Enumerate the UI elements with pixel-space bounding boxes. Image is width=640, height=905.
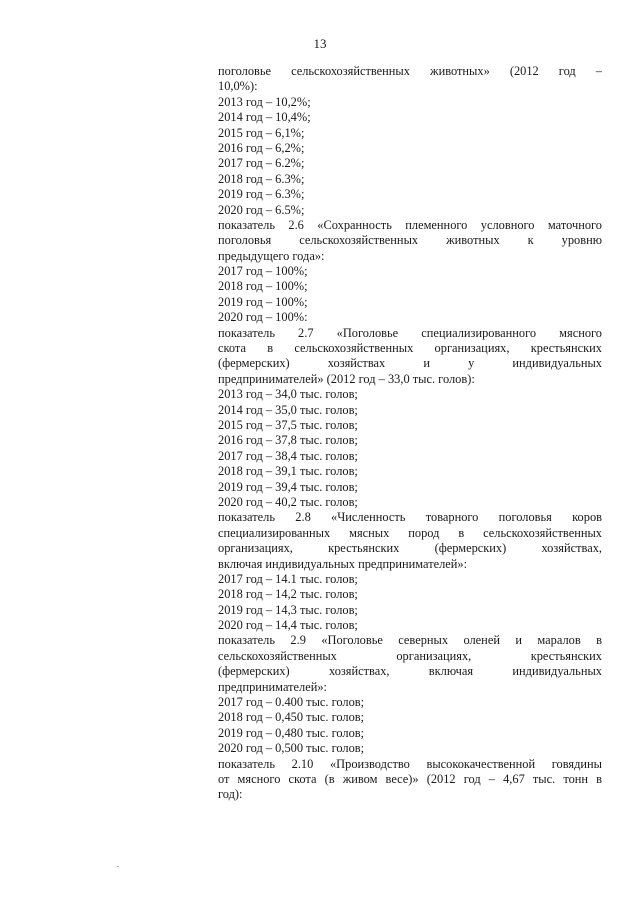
text-line: год): [218,787,243,802]
text-line: от мясного скота (в живом весе)» (2012 год – 4,67 тыс. тонн в [218,771,602,786]
text-line: 10,0%): [218,79,258,94]
text-line: 2018 год – 39,1 тыс. голов; [218,464,358,479]
text-line: 2019 год – 14,3 тыс. голов; [218,602,358,617]
text-line: предпринимателей»: [218,679,327,694]
text-line: организациях, крестьянских (фермерских) хозяйствах, [218,541,602,556]
text-line: 2017 год – 0.400 тыс. голов; [218,695,365,710]
text-line: 2018 год – 6.3%; [218,171,305,186]
text-line: 2019 год – 100%; [218,294,308,309]
text-line: предпринимателей» (2012 год – 33,0 тыс. голов): [218,371,475,386]
text-line: показатель 2.10 «Производство высококачественной говядины [218,756,602,771]
document-body [218,64,602,803]
text-line: 2014 год – 10,4%; [218,110,311,125]
text-line: 2020 год – 40,2 тыс. голов; [218,494,358,509]
text-line: 2017 год – 100%; [218,264,308,279]
text-line: 2019 год – 39,4 тыс. голов; [218,479,358,494]
text-line: 2013 год – 34,0 тыс. голов; [218,387,358,402]
text-line: предыдущего года»: [218,248,325,263]
text-line: 2019 год – 6.3%; [218,187,305,202]
text-line: 2018 год – 14,2 тыс. голов; [218,587,358,602]
text-line: включая индивидуальных предпринимателей»: [218,556,468,571]
text-line: сельскохозяйственных организациях, крестьянских [218,648,602,663]
text-line: 2019 год – 0,480 тыс. голов; [218,725,365,740]
text-line: 2015 год – 37,5 тыс. голов; [218,417,358,432]
text-line: 2017 год – 14.1 тыс. голов; [218,571,358,586]
text-line: 2016 год – 6,2%; [218,140,305,155]
text-line: 2020 год – 0,500 тыс. голов; [218,741,365,756]
text-line: 2020 год – 14,4 тыс. голов; [218,618,358,633]
text-line: 2020 год – 100%: [218,310,308,325]
text-line: специализированных мясных пород в сельскохозяйственных [218,525,602,540]
text-line: (фермерских) хозяйствах и у индивидуальных [218,356,602,371]
text-line: 2015 год – 6,1%; [218,125,305,140]
text-line: показатель 2.6 «Сохранность племенного условного маточного [218,217,602,232]
text-line: скота в сельскохозяйственных организациях, крестьянских [218,341,602,356]
text-line: показатель 2.8 «Численность товарного поголовья коров [218,510,602,525]
text-line: 2017 год – 38,4 тыс. голов; [218,448,358,463]
text-line: 2018 год – 0,450 тыс. голов; [218,710,365,725]
text-line: 2018 год – 100%; [218,279,308,294]
text-line: показатель 2.7 «Поголовье специализированного мясного [218,325,602,340]
text-line: 2020 год – 6.5%; [218,202,305,217]
text-line: поголовье сельскохозяйственных животных» (2012 год – [218,64,602,78]
text-line: 2014 год – 35,0 тыс. голов; [218,402,358,417]
page-number: 13 [313,36,327,51]
text-line: (фермерских) хозяйствах, включая индивидуальных [218,664,602,679]
text-line: показатель 2.9 «Поголовье северных оленей и маралов в [218,633,602,648]
text-line: 2013 год – 10,2%; [218,94,311,109]
text-line: 2017 год – 6.2%; [218,156,305,171]
text-line: поголовья сельскохозяйственных животных к уровню [218,233,602,248]
text-line: 2016 год – 37,8 тыс. голов; [218,433,358,448]
scan-artifact [117,866,119,867]
